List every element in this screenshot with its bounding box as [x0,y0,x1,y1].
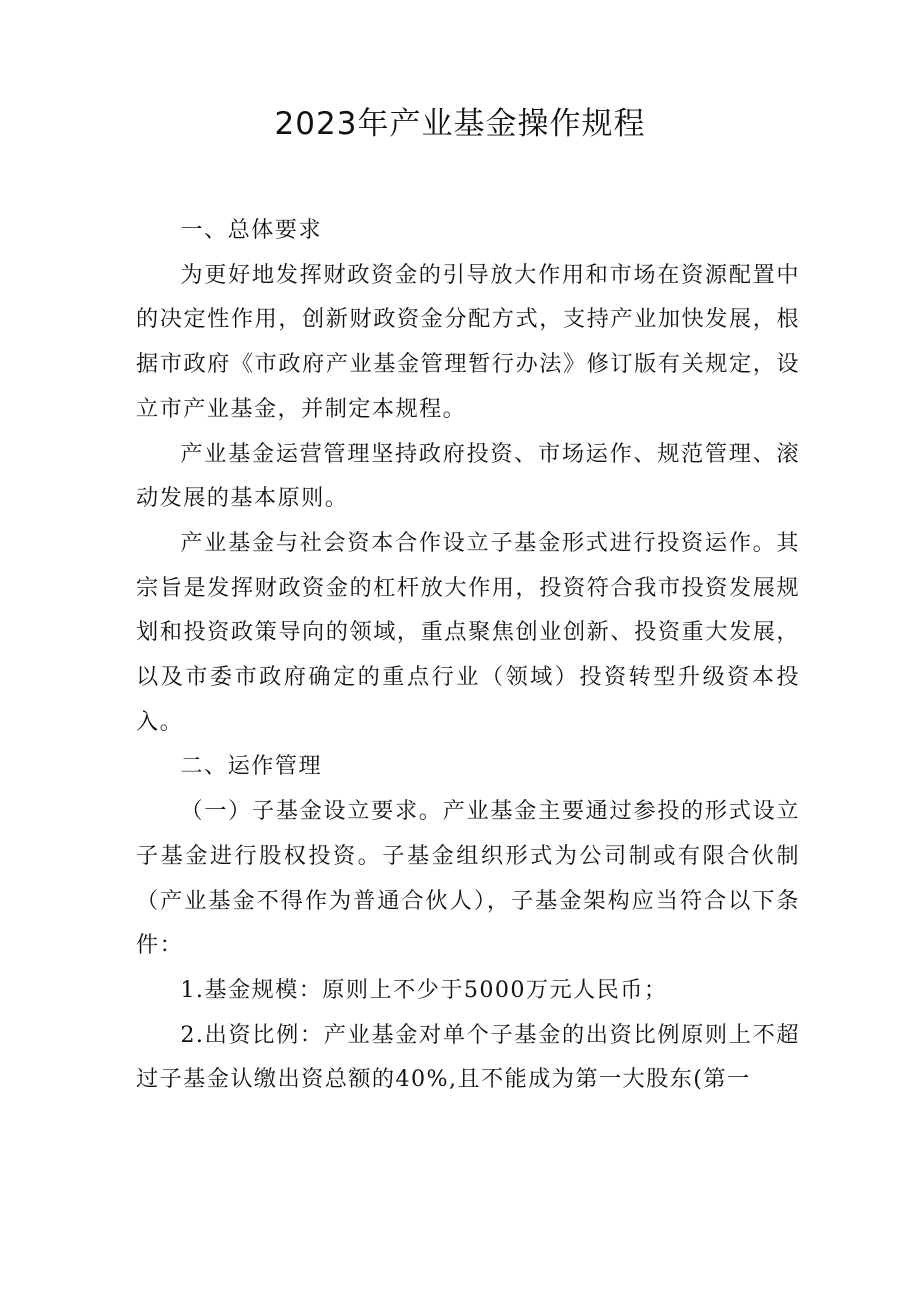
document-title: 2023年产业基金操作规程 [274,106,646,142]
paragraph-sub-fund-requirements: （一）子基金设立要求。产业基金主要通过参投的形式设立子基金进行股权投资。子基金组织形式为公司制或有限合伙制（产业基金不得作为普通合伙人），子基金架构应当符合以下条件： [136,798,800,959]
list-item-contribution-ratio: 2.出资比例：产业基金对单个子基金的出资比例原则上不超过子基金认缴出资总额的40%,且不能成为第一大股东(第一 [136,1021,800,1093]
document-body [136,208,800,1102]
section-heading-operation-management: 二、运作管理 [180,753,322,780]
list-item-fund-scale: 1.基金规模：原则上不少于5000万元人民币； [180,976,668,1003]
paragraph-principles: 产业基金运营管理坚持政府投资、市场运作、规范管理、滚动发展的基本原则。 [136,440,800,512]
paragraph-purpose: 为更好地发挥财政资金的引导放大作用和市场在资源配置中的决定性作用，创新财政资金分配方式，支持产业加快发展，根据市政府《市政府产业基金管理暂行办法》修订版有关规定，设立市产业基金，并制定本规程。 [136,261,800,422]
paragraph-investment-purpose: 产业基金与社会资本合作设立子基金形式进行投资运作。其宗旨是发挥财政资金的杠杆放大作用，投资符合我市投资发展规划和投资政策导向的领域，重点聚焦创业创新、投资重大发展，以及市委市政府确定的重点行业（领域）投资转型升级资本投入。 [136,529,800,735]
section-heading-general-requirements: 一、总体要求 [180,217,322,243]
